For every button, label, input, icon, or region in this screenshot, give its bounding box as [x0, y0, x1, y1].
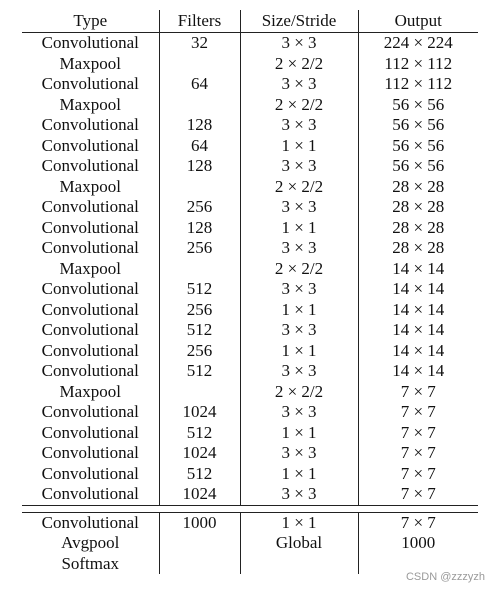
cell-size-stride: 2 × 2/2 — [240, 259, 358, 280]
table-row — [22, 74, 478, 95]
cell-output: 7 × 7 — [358, 423, 478, 444]
cell-output: 14 × 14 — [358, 341, 478, 362]
table-row — [22, 361, 478, 382]
table-row — [22, 341, 478, 362]
cell-size-stride: 3 × 3 — [240, 115, 358, 136]
cell-type: Convolutional — [41, 197, 139, 216]
cell-filters — [159, 259, 240, 280]
table-row — [22, 320, 478, 341]
table-row — [22, 238, 478, 259]
cell-filters: 128 — [159, 115, 240, 136]
cell-size-stride: 3 × 3 — [240, 361, 358, 382]
separator-cell — [240, 505, 358, 512]
cell-size-stride: 1 × 1 — [240, 218, 358, 239]
cell-output: 14 × 14 — [358, 361, 478, 382]
table-row — [22, 443, 478, 464]
cell-size-stride: 3 × 3 — [240, 402, 358, 423]
header-output: Output — [358, 10, 478, 33]
cell-size-stride: 2 × 2/2 — [240, 177, 358, 198]
table-row — [22, 177, 478, 198]
table-row — [22, 382, 478, 403]
cell-size-stride: 3 × 3 — [240, 443, 358, 464]
cell-type: Convolutional — [41, 33, 139, 52]
cell-type: Maxpool — [59, 258, 121, 278]
cell-size-stride: 3 × 3 — [240, 156, 358, 177]
cell-size-stride: 2 × 2/2 — [240, 54, 358, 75]
cell-output: 7 × 7 — [358, 402, 478, 423]
cell-filters: 32 — [159, 33, 240, 54]
cell-type: Avgpool — [61, 533, 120, 552]
cell-size-stride: 3 × 3 — [240, 238, 358, 259]
separator-cell — [159, 505, 240, 512]
cell-filters: 512 — [159, 423, 240, 444]
cell-output: 112 × 112 — [358, 74, 478, 95]
cell-type: Convolutional — [41, 402, 139, 421]
table-row — [22, 259, 478, 280]
cell-filters — [159, 554, 240, 575]
table-row — [22, 197, 478, 218]
table-row — [22, 279, 478, 300]
cell-size-stride: 1 × 1 — [240, 423, 358, 444]
table-row — [22, 115, 478, 136]
cell-filters: 256 — [159, 341, 240, 362]
header-size-stride: Size/Stride — [240, 10, 358, 33]
cell-type: Convolutional — [41, 156, 139, 175]
table-row — [22, 423, 478, 444]
cell-size-stride: 3 × 3 — [240, 320, 358, 341]
cell-output: 28 × 28 — [358, 197, 478, 218]
table-row — [22, 33, 478, 54]
cell-output: 14 × 14 — [358, 279, 478, 300]
cell-size-stride: 1 × 1 — [240, 341, 358, 362]
cell-filters — [159, 54, 240, 75]
cell-output: 7 × 7 — [358, 512, 478, 533]
table-header-row — [22, 10, 478, 33]
table-body — [22, 33, 478, 506]
cell-filters: 256 — [159, 197, 240, 218]
cell-size-stride: 2 × 2/2 — [240, 382, 358, 403]
cell-type: Convolutional — [41, 217, 139, 237]
cell-output: 56 × 56 — [358, 115, 478, 136]
cell-filters — [159, 177, 240, 198]
cell-type: Maxpool — [59, 53, 121, 73]
cell-output: 224 × 224 — [358, 33, 478, 54]
cell-type: Softmax — [61, 553, 120, 573]
cell-size-stride: 1 × 1 — [240, 136, 358, 157]
cell-output: 56 × 56 — [358, 156, 478, 177]
cell-size-stride: 3 × 3 — [240, 33, 358, 54]
table-row — [22, 512, 478, 533]
table-row — [22, 95, 478, 116]
table-row — [22, 464, 478, 485]
cell-filters: 256 — [159, 238, 240, 259]
separator-cell — [22, 505, 159, 512]
darknet-architecture-table — [22, 10, 478, 574]
header-filters: Filters — [159, 10, 240, 33]
cell-size-stride: 3 × 3 — [240, 197, 358, 218]
cell-filters: 512 — [159, 464, 240, 485]
cell-output: 28 × 28 — [358, 218, 478, 239]
cell-size-stride: 1 × 1 — [240, 464, 358, 485]
cell-type: Maxpool — [59, 176, 121, 196]
cell-size-stride: 2 × 2/2 — [240, 95, 358, 116]
cell-filters: 128 — [159, 156, 240, 177]
cell-size-stride: 3 × 3 — [240, 74, 358, 95]
cell-size-stride: 1 × 1 — [240, 300, 358, 321]
cell-output: 14 × 14 — [358, 320, 478, 341]
cell-output: 28 × 28 — [358, 238, 478, 259]
cell-type: Convolutional — [41, 463, 139, 483]
cell-type: Convolutional — [41, 512, 139, 532]
table-tail-body — [22, 505, 478, 574]
cell-size-stride: 1 × 1 — [240, 512, 358, 533]
cell-output: 7 × 7 — [358, 464, 478, 485]
cell-type: Convolutional — [41, 320, 139, 339]
cell-output: 7 × 7 — [358, 484, 478, 505]
cell-type: Convolutional — [41, 135, 139, 155]
cell-type: Convolutional — [41, 115, 139, 134]
cell-filters: 1024 — [159, 402, 240, 423]
header-type: Type — [22, 10, 159, 33]
cell-output: 112 × 112 — [358, 54, 478, 75]
cell-type: Convolutional — [41, 484, 139, 503]
cell-output: 56 × 56 — [358, 136, 478, 157]
cell-filters: 64 — [159, 136, 240, 157]
cell-type: Convolutional — [41, 299, 139, 319]
cell-output: 28 × 28 — [358, 177, 478, 198]
darknet-architecture-table-container — [22, 10, 478, 574]
cell-size-stride: 3 × 3 — [240, 279, 358, 300]
cell-filters — [159, 533, 240, 554]
cell-filters: 128 — [159, 218, 240, 239]
cell-size-stride: Global — [240, 533, 358, 554]
cell-output: 14 × 14 — [358, 259, 478, 280]
table-row — [22, 533, 478, 554]
cell-output: 56 × 56 — [358, 95, 478, 116]
table-row — [22, 136, 478, 157]
cell-type: Maxpool — [59, 381, 121, 401]
cell-filters: 512 — [159, 279, 240, 300]
cell-output: 7 × 7 — [358, 443, 478, 464]
double-rule-separator — [22, 505, 478, 512]
cell-type: Maxpool — [59, 94, 121, 114]
table-row — [22, 218, 478, 239]
watermark: CSDN @zzzyzh — [405, 571, 485, 583]
cell-filters: 1000 — [159, 512, 240, 533]
table-row — [22, 300, 478, 321]
separator-cell — [358, 505, 478, 512]
table-row — [22, 156, 478, 177]
cell-filters — [159, 382, 240, 403]
cell-filters: 64 — [159, 74, 240, 95]
cell-filters — [159, 95, 240, 116]
cell-size-stride: 3 × 3 — [240, 484, 358, 505]
cell-type: Convolutional — [41, 74, 139, 93]
cell-filters: 512 — [159, 320, 240, 341]
cell-type: Convolutional — [41, 238, 139, 257]
cell-filters: 256 — [159, 300, 240, 321]
cell-filters: 1024 — [159, 484, 240, 505]
cell-size-stride — [240, 554, 358, 575]
cell-output: 14 × 14 — [358, 300, 478, 321]
cell-output: 1000 — [358, 533, 478, 554]
table-row — [22, 402, 478, 423]
table-row — [22, 54, 478, 75]
cell-type: Convolutional — [41, 340, 139, 360]
cell-type: Convolutional — [41, 361, 139, 380]
cell-type: Convolutional — [41, 443, 139, 462]
cell-filters: 1024 — [159, 443, 240, 464]
table-row — [22, 484, 478, 505]
cell-filters: 512 — [159, 361, 240, 382]
cell-type: Convolutional — [41, 279, 139, 298]
cell-type: Convolutional — [41, 422, 139, 442]
cell-output: 7 × 7 — [358, 382, 478, 403]
